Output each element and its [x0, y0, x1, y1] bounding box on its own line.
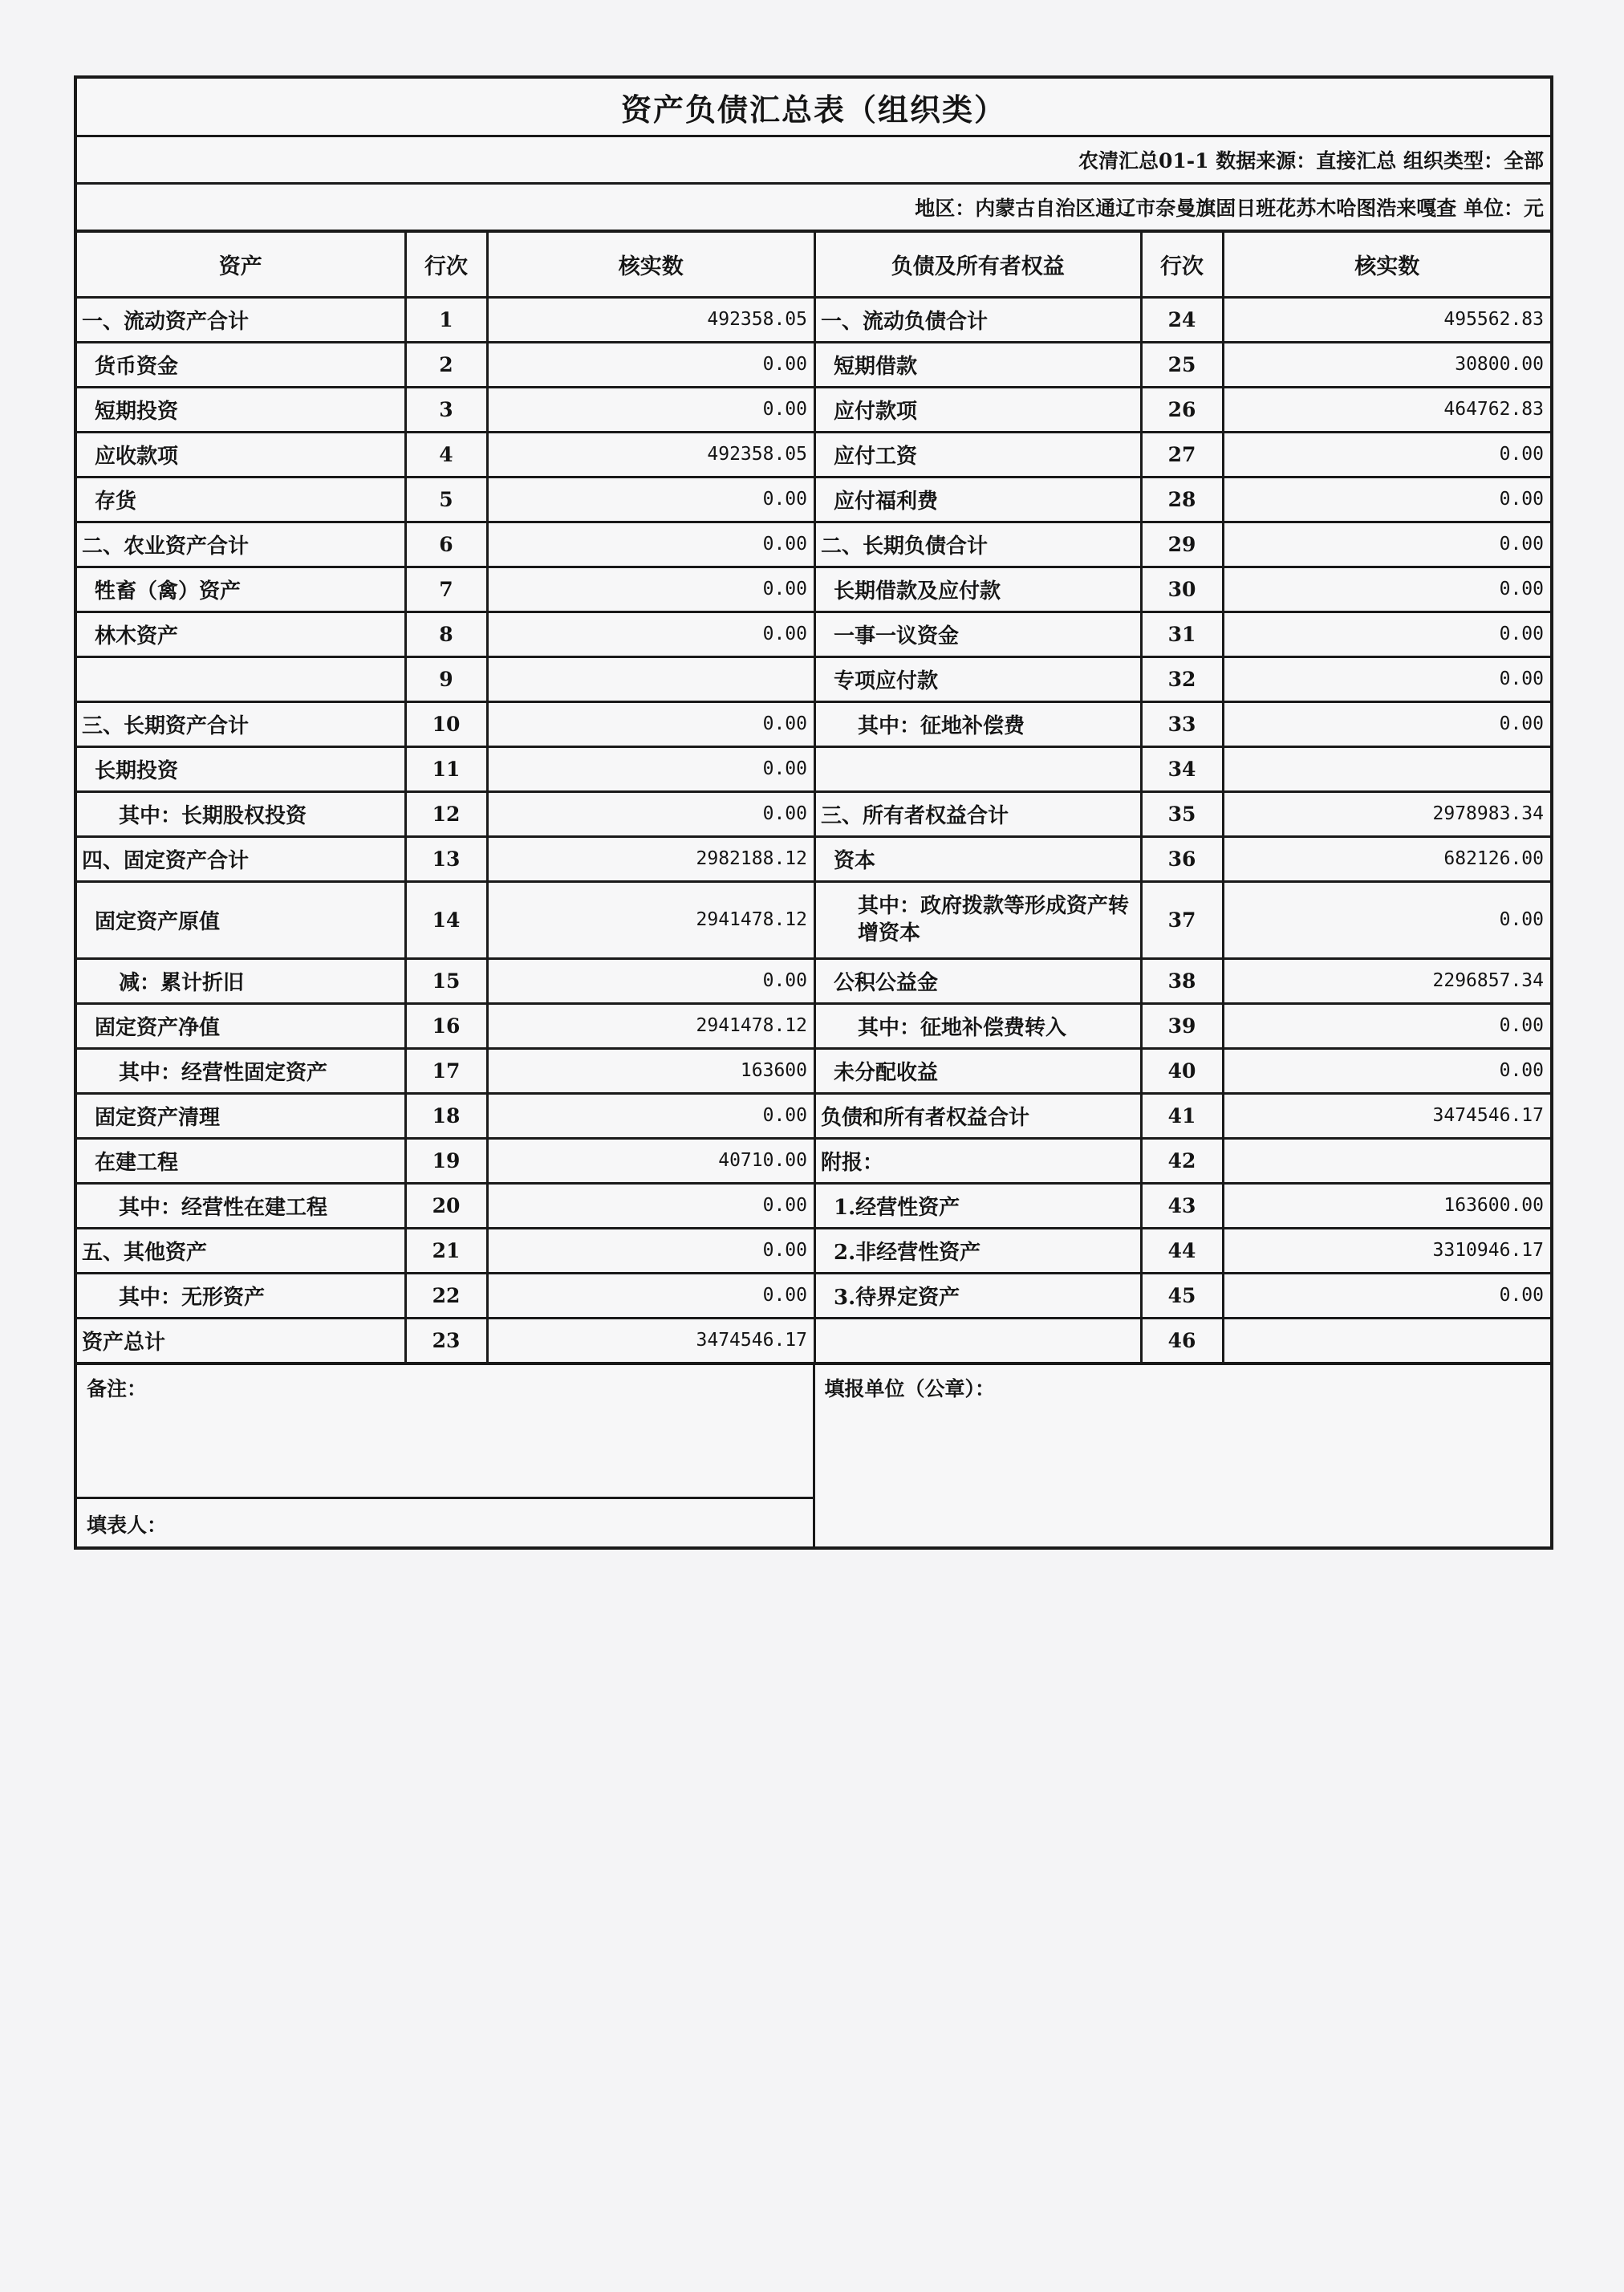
- row-value: 163600.00: [1223, 1183, 1550, 1228]
- row-label: 减：累计折旧: [77, 958, 405, 1003]
- row-number: 8: [405, 612, 487, 656]
- row-number: 42: [1141, 1138, 1223, 1183]
- row-number: 10: [405, 701, 487, 746]
- table-row: [77, 1003, 814, 1048]
- row-label: 在建工程: [77, 1138, 405, 1183]
- row-value: 0.00: [1223, 477, 1550, 522]
- row-label: 应付工资: [816, 432, 1141, 477]
- row-label: 二、长期负债合计: [816, 522, 1141, 567]
- row-value: 0.00: [1223, 656, 1550, 701]
- table-row: [77, 1048, 814, 1093]
- row-label: 1.经营性资产: [816, 1183, 1141, 1228]
- row-label: 应付款项: [816, 387, 1141, 432]
- row-value: 0.00: [1223, 1048, 1550, 1093]
- row-number: 20: [405, 1183, 487, 1228]
- row-number: 27: [1141, 432, 1223, 477]
- row-number: 14: [405, 881, 487, 958]
- row-number: 33: [1141, 701, 1223, 746]
- table-row: [816, 522, 1550, 567]
- table-row: [77, 567, 814, 612]
- table-row: [77, 1138, 814, 1183]
- row-number: 34: [1141, 746, 1223, 791]
- row-value: 0.00: [487, 1273, 814, 1318]
- row-label: 2.非经营性资产: [816, 1228, 1141, 1273]
- footer-right: [813, 1365, 1551, 1546]
- row-label: 一、流动资产合计: [77, 297, 405, 342]
- row-value: 0.00: [1223, 1003, 1550, 1048]
- table-row: [816, 297, 1550, 342]
- row-number: 26: [1141, 387, 1223, 432]
- table-row: [77, 612, 814, 656]
- row-number: 44: [1141, 1228, 1223, 1273]
- row-label: [816, 1318, 1141, 1363]
- row-label: 牲畜（禽）资产: [77, 567, 405, 612]
- row-value: 0.00: [487, 612, 814, 656]
- table-row: [816, 387, 1550, 432]
- table-row: [77, 387, 814, 432]
- row-value: 30800.00: [1223, 342, 1550, 387]
- table-row: [77, 1273, 814, 1318]
- row-number: 15: [405, 958, 487, 1003]
- table-row: [77, 836, 814, 881]
- row-value: 2941478.12: [487, 1003, 814, 1048]
- table-row: [816, 1048, 1550, 1093]
- row-number: 30: [1141, 567, 1223, 612]
- row-value: 0.00: [487, 958, 814, 1003]
- table-row: [77, 477, 814, 522]
- row-label: 固定资产清理: [77, 1093, 405, 1138]
- row-value: 0.00: [1223, 612, 1550, 656]
- table-row: [77, 432, 814, 477]
- table-row: [816, 746, 1550, 791]
- row-value: 3474546.17: [487, 1318, 814, 1363]
- row-number: 37: [1141, 881, 1223, 958]
- form-meta-line: 农清汇总01-1 数据来源：直接汇总 组织类型：全部: [77, 137, 1550, 185]
- row-label: 其中：长期股权投资: [77, 791, 405, 836]
- row-label: 短期投资: [77, 387, 405, 432]
- row-label: 其中：经营性固定资产: [77, 1048, 405, 1093]
- row-number: 12: [405, 791, 487, 836]
- row-value: 0.00: [487, 567, 814, 612]
- row-label: 林木资产: [77, 612, 405, 656]
- row-label: 长期投资: [77, 746, 405, 791]
- row-number: 35: [1141, 791, 1223, 836]
- row-number: 7: [405, 567, 487, 612]
- assets-header-row: [77, 233, 814, 297]
- row-value: 163600: [487, 1048, 814, 1093]
- filler-label: 填表人：: [87, 1513, 168, 1537]
- row-number: 43: [1141, 1183, 1223, 1228]
- table-row: [77, 746, 814, 791]
- row-label: 四、固定资产合计: [77, 836, 405, 881]
- row-value: 0.00: [487, 477, 814, 522]
- row-label: 其中：无形资产: [77, 1273, 405, 1318]
- row-label: [816, 746, 1141, 791]
- row-number: 16: [405, 1003, 487, 1048]
- row-label: 公积公益金: [816, 958, 1141, 1003]
- table-row: [77, 1228, 814, 1273]
- row-label: 长期借款及应付款: [816, 567, 1141, 612]
- row-label: 五、其他资产: [77, 1228, 405, 1273]
- footer-left: [77, 1365, 813, 1546]
- row-value: 40710.00: [487, 1138, 814, 1183]
- table-row: [816, 1003, 1550, 1048]
- row-no-column-header: 行次: [405, 233, 487, 297]
- row-number: 13: [405, 836, 487, 881]
- liabilities-header-row: [816, 233, 1550, 297]
- balance-sheet-form: [74, 75, 1553, 1550]
- row-value: [1223, 1318, 1550, 1363]
- row-value: 0.00: [487, 387, 814, 432]
- row-value: 2941478.12: [487, 881, 814, 958]
- row-value: 0.00: [1223, 1273, 1550, 1318]
- row-value: 492358.05: [487, 297, 814, 342]
- table-row: [77, 1318, 814, 1363]
- row-label: 负债和所有者权益合计: [816, 1093, 1141, 1138]
- row-label: 固定资产净值: [77, 1003, 405, 1048]
- row-number: 39: [1141, 1003, 1223, 1048]
- row-value: 0.00: [487, 701, 814, 746]
- row-label: 货币资金: [77, 342, 405, 387]
- row-label: 三、所有者权益合计: [816, 791, 1141, 836]
- remarks-label: 备注：: [87, 1376, 148, 1400]
- region-unit-line: 地区：内蒙古自治区通辽市奈曼旗固日班花苏木哈图浩来嘎查 单位：元: [77, 185, 1550, 233]
- row-label: 应付福利费: [816, 477, 1141, 522]
- row-number: 24: [1141, 297, 1223, 342]
- table-row: [77, 656, 814, 701]
- row-number: 4: [405, 432, 487, 477]
- liabilities-column-header: 负债及所有者权益: [816, 233, 1141, 297]
- liabilities-half: [814, 233, 1550, 1364]
- table-row: [77, 342, 814, 387]
- unit-seal-label: 填报单位（公章）：: [824, 1376, 996, 1400]
- liabilities-table: [816, 233, 1550, 1364]
- row-value: [487, 656, 814, 701]
- row-label: 资本: [816, 836, 1141, 881]
- row-value: 0.00: [1223, 881, 1550, 958]
- row-number: 23: [405, 1318, 487, 1363]
- footer-section: [77, 1364, 1550, 1546]
- table-row: [816, 1183, 1550, 1228]
- table-row: [816, 1228, 1550, 1273]
- row-number: 36: [1141, 836, 1223, 881]
- table-row: [816, 791, 1550, 836]
- verified-column-header: 核实数: [487, 233, 814, 297]
- table-row: [77, 701, 814, 746]
- row-number: 11: [405, 746, 487, 791]
- assets-table: [77, 233, 814, 1364]
- row-number: 1: [405, 297, 487, 342]
- row-value: [1223, 746, 1550, 791]
- row-value: 2296857.34: [1223, 958, 1550, 1003]
- row-label: 其中：经营性在建工程: [77, 1183, 405, 1228]
- table-row: [816, 656, 1550, 701]
- row-value: 682126.00: [1223, 836, 1550, 881]
- row-value: 0.00: [487, 1183, 814, 1228]
- row-number: 5: [405, 477, 487, 522]
- row-label: 存货: [77, 477, 405, 522]
- form-title: 资产负债汇总表（组织类）: [77, 79, 1550, 137]
- row-label: 一、流动负债合计: [816, 297, 1141, 342]
- row-number: 40: [1141, 1048, 1223, 1093]
- table-row: [816, 958, 1550, 1003]
- row-value: 0.00: [487, 342, 814, 387]
- table-row: [816, 567, 1550, 612]
- row-label: 一事一议资金: [816, 612, 1141, 656]
- row-number: 45: [1141, 1273, 1223, 1318]
- verified-column-header: 核实数: [1223, 233, 1550, 297]
- balance-grid: [77, 233, 1550, 1364]
- row-label: 3.待界定资产: [816, 1273, 1141, 1318]
- row-value: 2982188.12: [487, 836, 814, 881]
- row-number: 2: [405, 342, 487, 387]
- table-row: [77, 522, 814, 567]
- row-label: 附报：: [816, 1138, 1141, 1183]
- row-label: 其中：征地补偿费: [816, 701, 1141, 746]
- row-value: 0.00: [487, 791, 814, 836]
- assets-rows: [77, 297, 814, 1363]
- row-number: 22: [405, 1273, 487, 1318]
- assets-column-header: 资产: [77, 233, 405, 297]
- row-value: 3474546.17: [1223, 1093, 1550, 1138]
- row-number: 46: [1141, 1318, 1223, 1363]
- row-label: 二、农业资产合计: [77, 522, 405, 567]
- row-number: 32: [1141, 656, 1223, 701]
- table-row: [77, 1093, 814, 1138]
- row-label: 资产总计: [77, 1318, 405, 1363]
- row-value: 0.00: [1223, 567, 1550, 612]
- assets-half: [77, 233, 814, 1364]
- row-value: 464762.83: [1223, 387, 1550, 432]
- row-number: 6: [405, 522, 487, 567]
- row-number: 28: [1141, 477, 1223, 522]
- footer-divider: [77, 1497, 813, 1499]
- row-value: 0.00: [1223, 701, 1550, 746]
- table-row: [77, 791, 814, 836]
- row-value: 0.00: [1223, 432, 1550, 477]
- row-value: 2978983.34: [1223, 791, 1550, 836]
- table-row: [816, 432, 1550, 477]
- row-number: 25: [1141, 342, 1223, 387]
- row-value: 0.00: [1223, 522, 1550, 567]
- table-row: [816, 477, 1550, 522]
- table-row: [77, 297, 814, 342]
- row-label: 未分配收益: [816, 1048, 1141, 1093]
- row-label: 短期借款: [816, 342, 1141, 387]
- row-value: 492358.05: [487, 432, 814, 477]
- table-row: [77, 881, 814, 958]
- row-number: 3: [405, 387, 487, 432]
- row-number: 41: [1141, 1093, 1223, 1138]
- row-number: 19: [405, 1138, 487, 1183]
- row-label: 其中：政府拨款等形成资产转增资本: [816, 881, 1141, 958]
- table-row: [816, 881, 1550, 958]
- table-row: [816, 1138, 1550, 1183]
- row-number: 9: [405, 656, 487, 701]
- row-number: 21: [405, 1228, 487, 1273]
- row-number: 17: [405, 1048, 487, 1093]
- row-value: 495562.83: [1223, 297, 1550, 342]
- table-row: [77, 958, 814, 1003]
- table-row: [816, 701, 1550, 746]
- row-number: 31: [1141, 612, 1223, 656]
- row-label: 应收款项: [77, 432, 405, 477]
- row-value: [1223, 1138, 1550, 1183]
- row-label: [77, 656, 405, 701]
- liabilities-rows: [816, 297, 1550, 1363]
- table-row: [816, 612, 1550, 656]
- table-row: [816, 1093, 1550, 1138]
- table-row: [816, 836, 1550, 881]
- row-label: 专项应付款: [816, 656, 1141, 701]
- row-label: 其中：征地补偿费转入: [816, 1003, 1141, 1048]
- row-value: 0.00: [487, 1093, 814, 1138]
- row-value: 0.00: [487, 522, 814, 567]
- row-number: 18: [405, 1093, 487, 1138]
- table-row: [816, 1318, 1550, 1363]
- table-row: [816, 342, 1550, 387]
- row-number: 38: [1141, 958, 1223, 1003]
- row-value: 0.00: [487, 1228, 814, 1273]
- row-no-column-header: 行次: [1141, 233, 1223, 297]
- row-number: 29: [1141, 522, 1223, 567]
- table-row: [77, 1183, 814, 1228]
- table-row: [816, 1273, 1550, 1318]
- row-value: 3310946.17: [1223, 1228, 1550, 1273]
- row-value: 0.00: [487, 746, 814, 791]
- row-label: 固定资产原值: [77, 881, 405, 958]
- row-label: 三、长期资产合计: [77, 701, 405, 746]
